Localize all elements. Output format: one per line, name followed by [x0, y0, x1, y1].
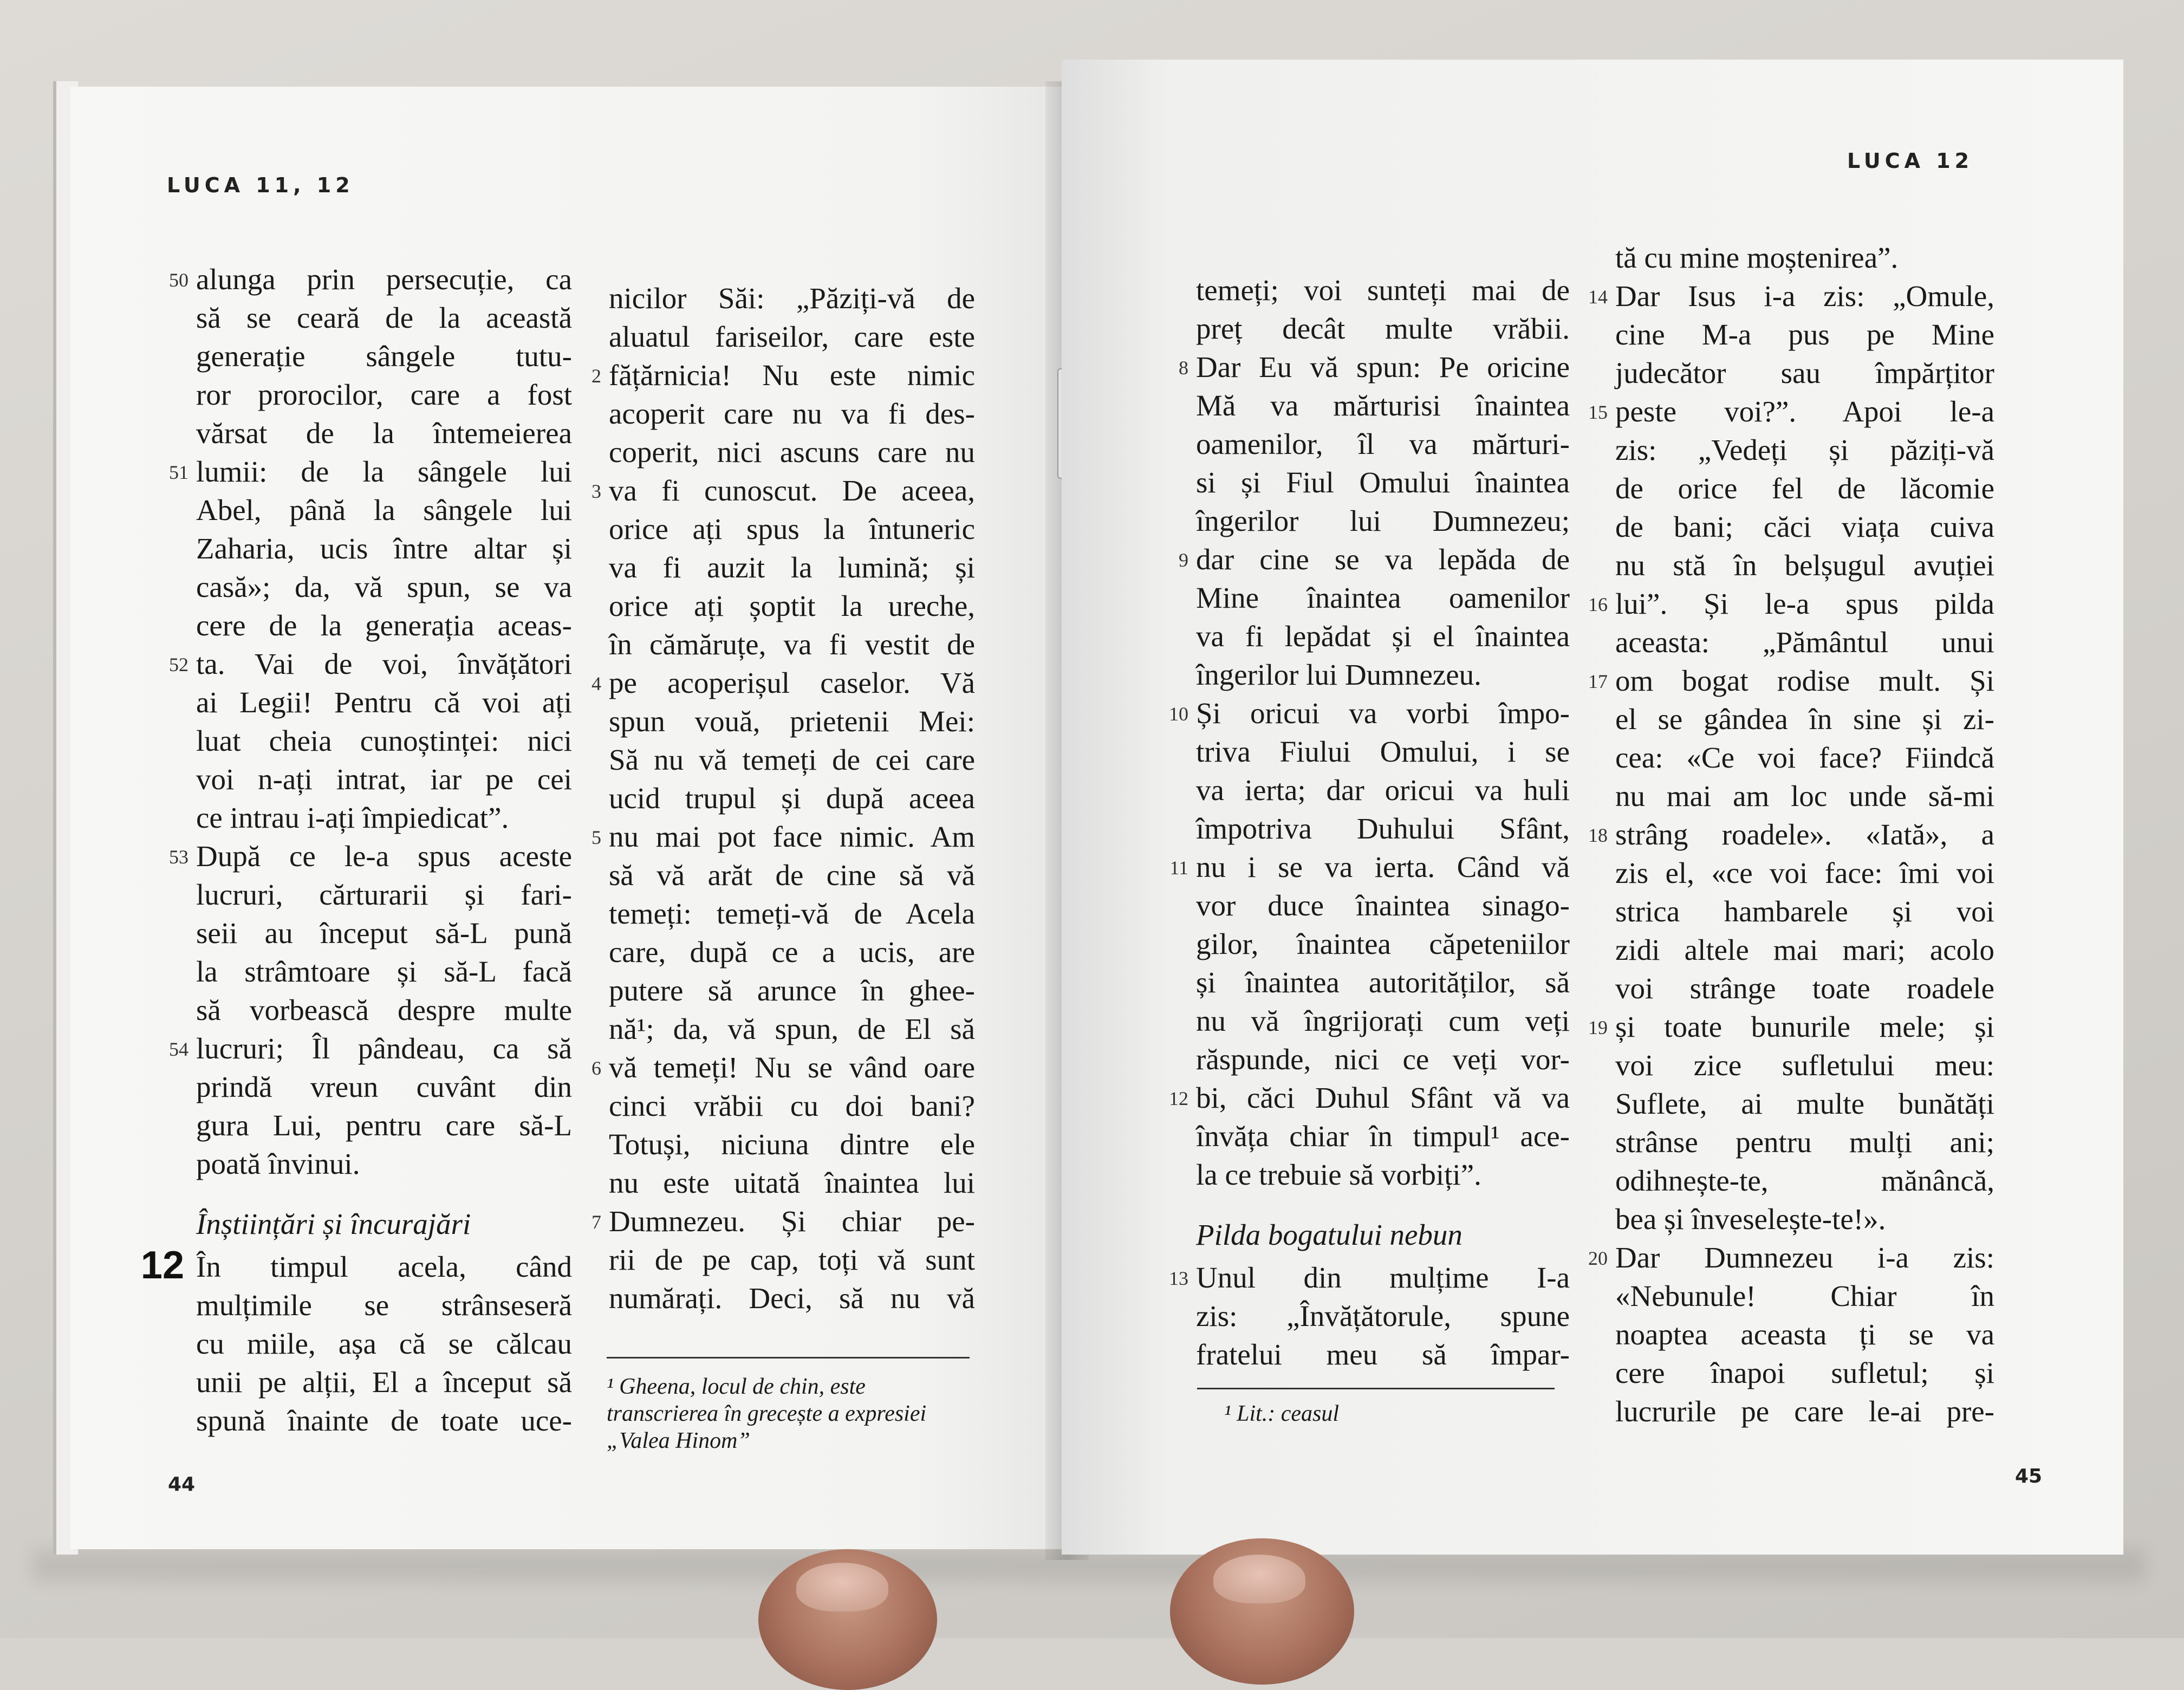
- left-footnote-rule: [607, 1357, 970, 1358]
- text-line: [592, 817, 975, 856]
- text-line: [609, 894, 975, 933]
- verse-number: 6: [592, 1057, 601, 1079]
- line-text: va fi auzit la lumină; și: [609, 551, 975, 584]
- line-text: cine M-a pus pe Mine: [1615, 318, 1994, 351]
- right-column-1: [1169, 271, 1570, 1374]
- line-text: zis: „Învățătorule, spune: [1196, 1299, 1570, 1332]
- text-line: [609, 933, 975, 971]
- text-line: [196, 1068, 572, 1106]
- line-text: îngerilor lui Dumnezeu.: [1196, 658, 1481, 691]
- line-text: Dar Isus i-a zis: „Omule,: [1615, 280, 1994, 313]
- line-text: aluatul fariseilor, care este: [609, 320, 975, 353]
- line-text: judecător sau împărțitor: [1615, 356, 1994, 389]
- text-line: [609, 317, 975, 356]
- text-line: [609, 740, 975, 779]
- text-line: [1169, 694, 1570, 732]
- text-line: [1615, 431, 1994, 469]
- line-text: lucruri, cărturarii și fari-: [196, 878, 572, 911]
- line-text: voi zice sufletului meu:: [1615, 1049, 1994, 1082]
- verse-number: 53: [169, 846, 188, 868]
- line-text: temeți; voi sunteți mai de: [1196, 274, 1570, 307]
- verse-number: 15: [1588, 401, 1608, 423]
- verse-number: 4: [592, 673, 601, 694]
- text-line: [1196, 578, 1570, 617]
- line-text: peste voi?”. Apoi le-a: [1615, 395, 1994, 428]
- text-line: [1196, 1297, 1570, 1335]
- text-line: [1196, 925, 1570, 963]
- text-line: [196, 1286, 572, 1324]
- text-line: [1196, 617, 1570, 655]
- line-text: si și Fiul Omului înaintea: [1196, 466, 1570, 499]
- text-line: [592, 1048, 975, 1087]
- line-text: orice ați spus la întuneric: [609, 512, 975, 545]
- text-line: [1196, 732, 1570, 771]
- line-text: nu mai am loc unde să-mi: [1615, 779, 1994, 812]
- line-text: noaptea aceasta ți se va: [1615, 1318, 1994, 1351]
- line-text: aceasta: „Pământul unui: [1615, 626, 1994, 659]
- text-line: [1196, 425, 1570, 463]
- text-line: [1615, 738, 1994, 777]
- line-text: coperit, nici ascuns care nu: [609, 435, 975, 469]
- line-text: răspunde, nici ce veți vor-: [1196, 1043, 1570, 1076]
- line-text: poată învinui.: [196, 1147, 360, 1180]
- text-line: [1169, 848, 1570, 886]
- line-text: vă temeți! Nu se vând oare: [609, 1051, 975, 1084]
- line-text: nu i se va ierta. Când vă: [1196, 850, 1570, 883]
- footnote-line: transcrierea în grecește a expresiei: [607, 1401, 927, 1426]
- line-text: nă¹; da, vă spun, de El să: [609, 1012, 975, 1045]
- section-heading: Înștiințări și încurajări: [196, 1207, 471, 1240]
- text-line: [169, 645, 572, 683]
- line-text: el se gândea în sine și zi-: [1615, 703, 1994, 736]
- line-text: preț decât multe vrăbii.: [1196, 312, 1570, 345]
- text-line: [196, 1324, 572, 1363]
- line-text: lucrurile pe care le-ai pre-: [1615, 1395, 1994, 1428]
- text-line: [1196, 463, 1570, 502]
- section-heading: Pilda bogatului nebun: [1196, 1218, 1462, 1251]
- verse-number: 7: [592, 1211, 601, 1233]
- line-text: Mă va mărturisi înaintea: [1196, 389, 1570, 422]
- verse-number: 13: [1169, 1268, 1188, 1289]
- line-text: luat cheia cunoștinței: nici: [196, 724, 572, 757]
- line-text: cere de la generația aceas-: [196, 609, 572, 642]
- text-line: [1196, 309, 1570, 348]
- line-text: «Nebunule! Chiar în: [1615, 1279, 1994, 1312]
- line-text: nu mai pot face nimic. Am: [609, 820, 975, 853]
- text-line: [609, 779, 975, 817]
- line-text: Și oricui va vorbi împo-: [1196, 697, 1570, 730]
- text-line: [1196, 809, 1570, 848]
- footnote-line: „Valea Hinom”: [607, 1428, 750, 1453]
- line-text: odihnește-te, mănâncă,: [1615, 1164, 1994, 1197]
- line-text: putere să arunce în gheе-: [609, 974, 975, 1007]
- line-text: de orice fel de lăcomie: [1615, 472, 1994, 505]
- text-line: [1615, 892, 1994, 931]
- right-running-head: LUCA 12: [1847, 149, 1974, 173]
- text-line: [196, 568, 572, 606]
- line-text: ai Legii! Pentru că voi ați: [196, 686, 572, 719]
- line-text: bea și înveselește-te!».: [1615, 1202, 1886, 1236]
- text-line: [1615, 1123, 1994, 1161]
- text-line: [1169, 1078, 1570, 1117]
- line-text: lui”. Și le-a spus pilda: [1615, 587, 1994, 620]
- text-line: [196, 1363, 572, 1401]
- text-line: [609, 433, 975, 471]
- line-text: spună înainte de toate uce-: [196, 1404, 572, 1437]
- line-text: să se ceară de la această: [196, 301, 572, 334]
- text-line: [1615, 1200, 1994, 1238]
- line-text: pe acoperișul caselor. Vă: [609, 666, 975, 699]
- line-text: vor duce înaintea sinago-: [1196, 889, 1570, 922]
- text-line: [1615, 700, 1994, 738]
- line-text: mulțimile se strânseseră: [196, 1289, 572, 1322]
- verse-number: 11: [1169, 857, 1188, 879]
- text-line: [196, 375, 572, 414]
- text-line: [196, 1145, 572, 1183]
- text-line: [609, 625, 975, 664]
- line-text: strica hambarele și voi: [1615, 895, 1994, 928]
- text-line: [609, 548, 975, 587]
- line-text: Unul din mulțime I-a: [1196, 1261, 1570, 1294]
- text-line: [1615, 469, 1994, 508]
- verse-number: 17: [1588, 671, 1608, 692]
- line-text: Totuși, niciuna dintre ele: [609, 1128, 975, 1161]
- line-text: oamenilor, îl va mărturi-: [1196, 427, 1570, 460]
- text-line: [1196, 1040, 1570, 1078]
- text-line: [1196, 1002, 1570, 1040]
- text-line: [1615, 546, 1994, 584]
- text-line: [609, 702, 975, 740]
- line-text: casă»; da, vă spun, se va: [196, 570, 572, 603]
- verse-number: 52: [169, 654, 188, 675]
- text-line: [1615, 931, 1994, 969]
- left-column-2: [592, 279, 975, 1317]
- right-footnote: [1224, 1400, 1549, 1427]
- text-line: [1196, 1117, 1570, 1155]
- line-text: cea: «Ce voi face? Fiindcă: [1615, 741, 1994, 774]
- line-text: bi, căci Duhul Sfânt vă va: [1196, 1081, 1570, 1114]
- text-line: [1179, 348, 1570, 386]
- text-line: [196, 529, 572, 568]
- verse-number: 50: [169, 269, 188, 291]
- text-line: [1615, 1277, 1994, 1315]
- line-text: care, după ce a ucis, are: [609, 935, 975, 968]
- text-line: [1196, 886, 1570, 925]
- line-text: va ierta; dar oricui va huli: [1196, 774, 1570, 807]
- line-text: om bogat rodise mult. Și: [1615, 664, 1994, 697]
- verse-number: 9: [1179, 549, 1188, 571]
- text-line: [196, 337, 572, 375]
- line-text: și toate bunurile mele; și: [1615, 1010, 1994, 1043]
- text-line: [1196, 771, 1570, 809]
- text-line: [196, 1401, 572, 1440]
- line-text: orice ați șoptit la ureche,: [609, 589, 975, 622]
- line-text: temeți: temeți-vă de Acela: [609, 897, 975, 930]
- line-text: seii au început să-L pună: [196, 916, 572, 950]
- line-text: ta. Vai de voi, învățători: [196, 647, 572, 680]
- verse-number: 14: [1588, 286, 1608, 308]
- text-line: [1615, 623, 1994, 661]
- verse-number: 18: [1588, 824, 1608, 846]
- line-text: zis: „Vedeți și păziți-vă: [1615, 433, 1994, 466]
- line-text: Suflete, ai multe bunătăți: [1615, 1087, 1994, 1120]
- text-line: [196, 991, 572, 1029]
- line-text: zis el, «ce voi face: îmi voi: [1615, 856, 1994, 889]
- text-line: [1615, 315, 1994, 354]
- line-text: Mine înaintea oamenilor: [1196, 581, 1570, 614]
- line-text: prindă vreun cuvânt din: [196, 1070, 572, 1103]
- line-text: cinci vrăbii cu doi bani?: [609, 1089, 975, 1122]
- line-text: generație sângele tutu-: [196, 340, 572, 373]
- text-line: [1615, 1315, 1994, 1354]
- right-thumbnail: [1213, 1555, 1305, 1603]
- text-line: [1196, 963, 1570, 1002]
- line-text: acoperit care nu va fi des-: [609, 397, 975, 430]
- right-page: [1062, 60, 2123, 1555]
- verse-number: 16: [1588, 594, 1608, 615]
- text-line: [609, 1240, 975, 1279]
- line-text: cu miile, așa că se călcau: [196, 1327, 572, 1360]
- text-line: [1196, 1335, 1570, 1374]
- right-column-2: [1588, 238, 1994, 1431]
- line-text: nu stă în belșugul avuției: [1615, 549, 1994, 582]
- footnote-line: ¹ Lit.: ceasul: [1224, 1401, 1340, 1426]
- text-line: [1615, 969, 1994, 1007]
- line-text: să vă arăt de cine să vă: [609, 859, 975, 892]
- text-line: [1179, 540, 1570, 578]
- text-line: [169, 452, 572, 491]
- line-text: nicilor Săi: „Păziți-vă de: [609, 282, 975, 315]
- line-text: Dumnezeu. Și chiar pe-: [609, 1205, 975, 1238]
- verse-number: 8: [1179, 357, 1188, 379]
- text-line: [1588, 661, 1994, 700]
- right-footnote-rule: [1197, 1388, 1555, 1389]
- verse-number: 51: [169, 461, 188, 483]
- text-line: [609, 510, 975, 548]
- line-text: în cămăruțe, va fi vestit de: [609, 628, 975, 661]
- line-text: Abel, până la sângele lui: [196, 493, 572, 526]
- line-text: lucruri; Îl pândeau, ca să: [196, 1032, 572, 1065]
- verse-number: 54: [169, 1038, 188, 1060]
- text-line: [169, 837, 572, 875]
- text-line: [609, 1125, 975, 1164]
- text-line: [196, 491, 572, 529]
- text-line: [1615, 1354, 1994, 1392]
- text-line: [1615, 1161, 1994, 1200]
- text-line: [1169, 1258, 1570, 1297]
- verse-number: 3: [592, 480, 601, 502]
- text-line: [196, 414, 572, 452]
- line-text: voi n-ați intrat, iar pe cei: [196, 763, 572, 796]
- text-line: [1615, 354, 1994, 392]
- line-text: tă cu mine moștenirea”.: [1615, 241, 1899, 274]
- footnote-line: ¹ Gheena, locul de chin, este: [607, 1374, 866, 1399]
- line-text: ce intrau i-ați împiedicat”.: [196, 801, 509, 834]
- text-line: [196, 875, 572, 914]
- text-line: [1588, 392, 1994, 431]
- verse-number: 20: [1588, 1247, 1608, 1269]
- line-text: va fi cunoscut. De aceea,: [609, 474, 975, 507]
- line-text: După ce le-a spus aceste: [196, 840, 572, 873]
- line-text: cere înapoi sufletul; și: [1615, 1356, 1994, 1389]
- text-line: [169, 260, 572, 298]
- line-text: Dar Eu vă spun: Pe oricine: [1196, 350, 1570, 384]
- text-line: [1615, 777, 1994, 815]
- text-line: [609, 1010, 975, 1048]
- line-text: rii de pe cap, toți vă sunt: [609, 1243, 975, 1276]
- line-text: Să nu vă temeți de cei care: [609, 743, 975, 776]
- text-line: [196, 606, 572, 645]
- text-line: [592, 1202, 975, 1240]
- line-text: fratelui meu să împar-: [1196, 1338, 1570, 1371]
- line-text: triva Fiului Omului, i se: [1196, 735, 1570, 768]
- line-text: lumii: de la sângele lui: [196, 455, 572, 488]
- text-line: [1588, 1238, 1994, 1277]
- text-line: [609, 1087, 975, 1125]
- left-footnote: [607, 1373, 975, 1454]
- verse-number: 10: [1169, 703, 1188, 725]
- text-line: [140, 1244, 572, 1287]
- text-line: [1196, 271, 1570, 309]
- line-text: și înaintea autorităților, să: [1196, 966, 1570, 999]
- verse-number: 5: [592, 827, 601, 848]
- text-line: [169, 1029, 572, 1068]
- line-text: vărsat de la întemeierea: [196, 417, 572, 450]
- text-line: [1196, 655, 1570, 694]
- text-line: [1615, 238, 1994, 277]
- verse-number: 19: [1588, 1017, 1608, 1038]
- text-line: [1615, 1084, 1994, 1123]
- line-text: îngerilor lui Dumnezeu;: [1196, 504, 1570, 537]
- text-line: [592, 664, 975, 702]
- line-text: să vorbească despre multe: [196, 993, 572, 1026]
- left-page-number: 44: [168, 1473, 196, 1496]
- line-text: gura Lui, pentru care să-L: [196, 1109, 572, 1142]
- text-line: [609, 856, 975, 894]
- text-line: [592, 356, 975, 394]
- line-text: Dar Dumnezeu i-a zis:: [1615, 1241, 1994, 1274]
- line-text: învăța chiar în timpul¹ ace-: [1196, 1120, 1570, 1153]
- verse-number: 2: [592, 365, 601, 387]
- left-page: [70, 87, 1067, 1549]
- line-text: la ce trebuie să vorbiți”.: [1196, 1158, 1481, 1191]
- verse-number: 12: [1169, 1088, 1188, 1109]
- line-text: În timpul acela, când: [196, 1250, 572, 1283]
- chapter-number: 12: [140, 1244, 184, 1287]
- text-line: [609, 1279, 975, 1317]
- line-text: spun vouă, prietenii Mei:: [609, 705, 975, 738]
- line-text: la strâmtoare și să-L facă: [196, 955, 572, 988]
- line-text: împotriva Duhului Sfânt,: [1196, 812, 1570, 845]
- line-text: strânse pentru mulți ani;: [1615, 1126, 1994, 1159]
- text-line: [196, 1106, 572, 1145]
- text-line: [1196, 386, 1570, 425]
- line-text: nu vă îngrijorați cum veți: [1196, 1004, 1570, 1037]
- line-text: unii pe alții, El a început să: [196, 1366, 572, 1399]
- text-line: [609, 1164, 975, 1202]
- text-line: [1615, 508, 1994, 546]
- line-text: ror prorocilor, care a fost: [196, 378, 572, 411]
- line-text: strâng roadele». «Iată», a: [1615, 818, 1994, 851]
- text-line: [196, 760, 572, 798]
- line-text: de bani; căci viața cuiva: [1615, 510, 1994, 543]
- right-page-number: 45: [2015, 1465, 2043, 1487]
- text-line: [592, 471, 975, 510]
- line-text: numărați. Deci, să nu vă: [609, 1282, 975, 1315]
- line-text: voi strânge toate roadele: [1615, 972, 1994, 1005]
- text-line: [196, 683, 572, 722]
- left-thumbnail: [796, 1563, 888, 1611]
- left-column-1: [140, 260, 572, 1440]
- line-text: alunga prin persecuție, ca: [196, 263, 572, 296]
- line-text: va fi lepădat și el înaintea: [1196, 620, 1570, 653]
- line-text: nu este uitată înaintea lui: [609, 1166, 975, 1199]
- line-text: fățărnicia! Nu este nimic: [609, 359, 975, 392]
- text-line: [196, 798, 572, 837]
- text-line: [196, 298, 572, 337]
- line-text: zidi altele mai mari; acolo: [1615, 933, 1994, 966]
- line-text: Zaharia, ucis între altar și: [196, 532, 572, 565]
- text-line: [609, 394, 975, 433]
- text-line: [1588, 815, 1994, 854]
- left-running-head: LUCA 11, 12: [167, 173, 354, 197]
- text-line: [196, 914, 572, 952]
- text-line: [1588, 584, 1994, 623]
- line-text: gilor, înaintea căpeteniilor: [1196, 927, 1570, 960]
- text-line: [1196, 502, 1570, 540]
- line-text: dar cine se va lepăda de: [1196, 543, 1570, 576]
- text-line: [1196, 1155, 1570, 1194]
- text-line: [609, 971, 975, 1010]
- line-text: ucid trupul și după aceea: [609, 782, 975, 815]
- text-line: [1615, 854, 1994, 892]
- text-line: [1588, 277, 1994, 315]
- text-line: [1588, 1007, 1994, 1046]
- text-line: [1615, 1392, 1994, 1431]
- text-line: [196, 952, 572, 991]
- text-line: [609, 587, 975, 625]
- text-line: [196, 722, 572, 760]
- text-line: [1615, 1046, 1994, 1084]
- text-line: [609, 279, 975, 317]
